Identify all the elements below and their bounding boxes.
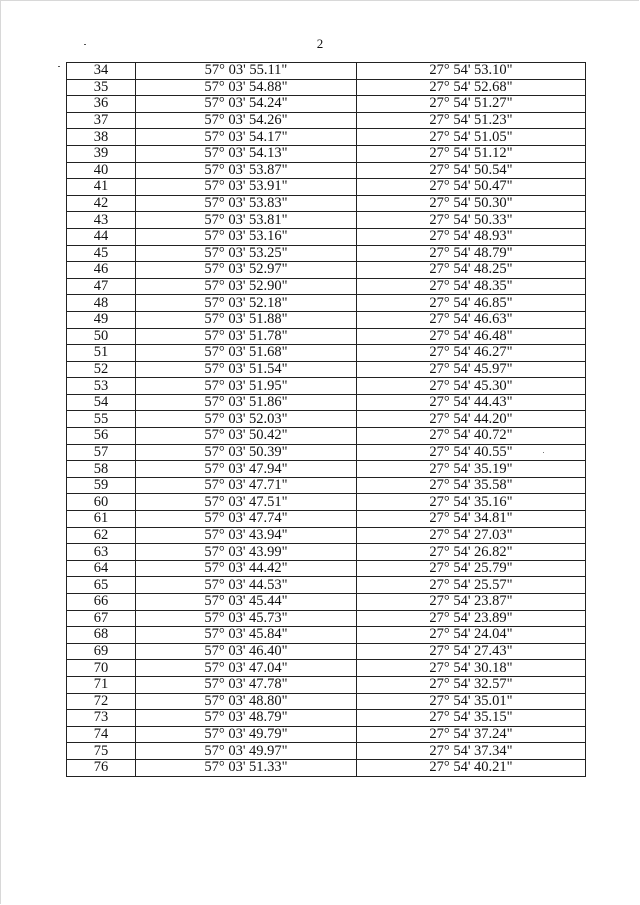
point-number-cell: 39 bbox=[67, 145, 136, 162]
latitude-cell: 57° 03' 50.39" bbox=[136, 444, 357, 461]
table-row bbox=[67, 577, 586, 594]
latitude-cell: 57° 03' 51.86" bbox=[136, 394, 357, 411]
point-number-cell: 62 bbox=[67, 527, 136, 544]
table-row bbox=[67, 660, 586, 677]
point-number-cell: 54 bbox=[67, 394, 136, 411]
longitude-cell: 27° 54' 25.57" bbox=[357, 577, 586, 594]
table-row bbox=[67, 195, 586, 212]
longitude-cell: 27° 54' 50.30" bbox=[357, 195, 586, 212]
longitude-cell: 27° 54' 51.05" bbox=[357, 129, 586, 146]
table-row bbox=[67, 494, 586, 511]
latitude-cell: 57° 03' 52.18" bbox=[136, 295, 357, 312]
longitude-cell: 27° 54' 50.33" bbox=[357, 212, 586, 229]
point-number-cell: 64 bbox=[67, 560, 136, 577]
point-number-cell: 63 bbox=[67, 544, 136, 561]
latitude-cell: 57° 03' 47.78" bbox=[136, 676, 357, 693]
latitude-cell: 57° 03' 46.40" bbox=[136, 643, 357, 660]
table-row bbox=[67, 394, 586, 411]
table-row bbox=[67, 63, 586, 80]
longitude-cell: 27° 54' 46.85" bbox=[357, 295, 586, 312]
latitude-cell: 57° 03' 44.53" bbox=[136, 577, 357, 594]
latitude-cell: 57° 03' 51.78" bbox=[136, 328, 357, 345]
longitude-cell: 27° 54' 51.12" bbox=[357, 145, 586, 162]
point-number-cell: 44 bbox=[67, 228, 136, 245]
table-row bbox=[67, 544, 586, 561]
point-number-cell: 41 bbox=[67, 179, 136, 196]
latitude-cell: 57° 03' 54.26" bbox=[136, 112, 357, 129]
point-number-cell: 76 bbox=[67, 759, 136, 776]
table-row bbox=[67, 643, 586, 660]
point-number-cell: 72 bbox=[67, 693, 136, 710]
longitude-cell: 27° 54' 23.89" bbox=[357, 610, 586, 627]
point-number-cell: 55 bbox=[67, 411, 136, 428]
table-row bbox=[67, 511, 586, 528]
table-row bbox=[67, 610, 586, 627]
point-number-cell: 74 bbox=[67, 726, 136, 743]
table-row bbox=[67, 345, 586, 362]
table-row bbox=[67, 527, 586, 544]
point-number-cell: 69 bbox=[67, 643, 136, 660]
table-row bbox=[67, 477, 586, 494]
longitude-cell: 27° 54' 40.72" bbox=[357, 428, 586, 445]
table-row bbox=[67, 112, 586, 129]
point-number-cell: 67 bbox=[67, 610, 136, 627]
latitude-cell: 57° 03' 51.54" bbox=[136, 361, 357, 378]
point-number-cell: 73 bbox=[67, 710, 136, 727]
longitude-cell: 27° 54' 48.79" bbox=[357, 245, 586, 262]
latitude-cell: 57° 03' 47.71" bbox=[136, 477, 357, 494]
latitude-cell: 57° 03' 45.84" bbox=[136, 627, 357, 644]
point-number-cell: 65 bbox=[67, 577, 136, 594]
longitude-cell: 27° 54' 40.21" bbox=[357, 759, 586, 776]
longitude-cell: 27° 54' 48.25" bbox=[357, 262, 586, 279]
longitude-cell: 27° 54' 44.20" bbox=[357, 411, 586, 428]
table-row bbox=[67, 79, 586, 96]
latitude-cell: 57° 03' 54.13" bbox=[136, 145, 357, 162]
longitude-cell: 27° 54' 34.81" bbox=[357, 511, 586, 528]
longitude-cell: 27° 54' 27.43" bbox=[357, 643, 586, 660]
point-number-cell: 46 bbox=[67, 262, 136, 279]
latitude-cell: 57° 03' 52.03" bbox=[136, 411, 357, 428]
table-row bbox=[67, 212, 586, 229]
latitude-cell: 57° 03' 43.99" bbox=[136, 544, 357, 561]
table-row bbox=[67, 594, 586, 611]
point-number-cell: 36 bbox=[67, 96, 136, 113]
point-number-cell: 47 bbox=[67, 278, 136, 295]
point-number-cell: 75 bbox=[67, 743, 136, 760]
longitude-cell: 27° 54' 46.48" bbox=[357, 328, 586, 345]
latitude-cell: 57° 03' 53.16" bbox=[136, 228, 357, 245]
longitude-cell: 27° 54' 35.01" bbox=[357, 693, 586, 710]
longitude-cell: 27° 54' 35.58" bbox=[357, 477, 586, 494]
longitude-cell: 27° 54' 48.35" bbox=[357, 278, 586, 295]
table-row bbox=[67, 428, 586, 445]
table-row bbox=[67, 129, 586, 146]
point-number-cell: 71 bbox=[67, 676, 136, 693]
table-row bbox=[67, 179, 586, 196]
point-number-cell: 37 bbox=[67, 112, 136, 129]
point-number-cell: 57 bbox=[67, 444, 136, 461]
longitude-cell: 27° 54' 51.27" bbox=[357, 96, 586, 113]
latitude-cell: 57° 03' 53.81" bbox=[136, 212, 357, 229]
latitude-cell: 57° 03' 53.87" bbox=[136, 162, 357, 179]
latitude-cell: 57° 03' 53.91" bbox=[136, 179, 357, 196]
point-number-cell: 58 bbox=[67, 461, 136, 478]
latitude-cell: 57° 03' 49.97" bbox=[136, 743, 357, 760]
latitude-cell: 57° 03' 45.44" bbox=[136, 594, 357, 611]
latitude-cell: 57° 03' 54.17" bbox=[136, 129, 357, 146]
longitude-cell: 27° 54' 46.63" bbox=[357, 311, 586, 328]
longitude-cell: 27° 54' 37.24" bbox=[357, 726, 586, 743]
longitude-cell: 27° 54' 50.54" bbox=[357, 162, 586, 179]
point-number-cell: 50 bbox=[67, 328, 136, 345]
point-number-cell: 68 bbox=[67, 627, 136, 644]
table-row bbox=[67, 560, 586, 577]
point-number-cell: 56 bbox=[67, 428, 136, 445]
latitude-cell: 57° 03' 53.83" bbox=[136, 195, 357, 212]
latitude-cell: 57° 03' 51.33" bbox=[136, 759, 357, 776]
table-row bbox=[67, 278, 586, 295]
latitude-cell: 57° 03' 45.73" bbox=[136, 610, 357, 627]
table-row bbox=[67, 361, 586, 378]
table-row bbox=[67, 162, 586, 179]
longitude-cell: 27° 54' 27.03" bbox=[357, 527, 586, 544]
point-number-cell: 70 bbox=[67, 660, 136, 677]
longitude-cell: 27° 54' 24.04" bbox=[357, 627, 586, 644]
latitude-cell: 57° 03' 47.51" bbox=[136, 494, 357, 511]
longitude-cell: 27° 54' 35.15" bbox=[357, 710, 586, 727]
longitude-cell: 27° 54' 23.87" bbox=[357, 594, 586, 611]
longitude-cell: 27° 54' 52.68" bbox=[357, 79, 586, 96]
table-row bbox=[67, 759, 586, 776]
point-number-cell: 52 bbox=[67, 361, 136, 378]
table-row bbox=[67, 311, 586, 328]
point-number-cell: 34 bbox=[67, 63, 136, 80]
table-row bbox=[67, 228, 586, 245]
point-number-cell: 60 bbox=[67, 494, 136, 511]
latitude-cell: 57° 03' 54.24" bbox=[136, 96, 357, 113]
latitude-cell: 57° 03' 52.97" bbox=[136, 262, 357, 279]
coordinates-table-body bbox=[67, 63, 586, 777]
table-row bbox=[67, 328, 586, 345]
table-row bbox=[67, 295, 586, 312]
longitude-cell: 27° 54' 50.47" bbox=[357, 179, 586, 196]
latitude-cell: 57° 03' 51.88" bbox=[136, 311, 357, 328]
point-number-cell: 49 bbox=[67, 311, 136, 328]
latitude-cell: 57° 03' 51.95" bbox=[136, 378, 357, 395]
point-number-cell: 35 bbox=[67, 79, 136, 96]
longitude-cell: 27° 54' 30.18" bbox=[357, 660, 586, 677]
longitude-cell: 27° 54' 46.27" bbox=[357, 345, 586, 362]
coordinates-table bbox=[66, 62, 586, 777]
table-row bbox=[67, 245, 586, 262]
longitude-cell: 27° 54' 32.57" bbox=[357, 676, 586, 693]
longitude-cell: 27° 54' 53.10" bbox=[357, 63, 586, 80]
latitude-cell: 57° 03' 48.80" bbox=[136, 693, 357, 710]
scan-speck bbox=[58, 66, 60, 67]
latitude-cell: 57° 03' 43.94" bbox=[136, 527, 357, 544]
longitude-cell: 27° 54' 51.23" bbox=[357, 112, 586, 129]
point-number-cell: 43 bbox=[67, 212, 136, 229]
table-row bbox=[67, 693, 586, 710]
table-row bbox=[67, 444, 586, 461]
table-row bbox=[67, 96, 586, 113]
latitude-cell: 57° 03' 47.04" bbox=[136, 660, 357, 677]
latitude-cell: 57° 03' 48.79" bbox=[136, 710, 357, 727]
table-row bbox=[67, 411, 586, 428]
table-row bbox=[67, 743, 586, 760]
latitude-cell: 57° 03' 55.11" bbox=[136, 63, 357, 80]
longitude-cell: 27° 54' 35.19" bbox=[357, 461, 586, 478]
table-row bbox=[67, 726, 586, 743]
point-number-cell: 53 bbox=[67, 378, 136, 395]
point-number-cell: 59 bbox=[67, 477, 136, 494]
point-number-cell: 42 bbox=[67, 195, 136, 212]
latitude-cell: 57° 03' 52.90" bbox=[136, 278, 357, 295]
longitude-cell: 27° 54' 35.16" bbox=[357, 494, 586, 511]
longitude-cell: 27° 54' 48.93" bbox=[357, 228, 586, 245]
latitude-cell: 57° 03' 50.42" bbox=[136, 428, 357, 445]
table-row bbox=[67, 378, 586, 395]
longitude-cell: 27° 54' 40.55" bbox=[357, 444, 586, 461]
point-number-cell: 66 bbox=[67, 594, 136, 611]
table-row bbox=[67, 627, 586, 644]
table-row bbox=[67, 145, 586, 162]
table-row bbox=[67, 461, 586, 478]
point-number-cell: 61 bbox=[67, 511, 136, 528]
latitude-cell: 57° 03' 54.88" bbox=[136, 79, 357, 96]
latitude-cell: 57° 03' 53.25" bbox=[136, 245, 357, 262]
table-row bbox=[67, 676, 586, 693]
longitude-cell: 27° 54' 44.43" bbox=[357, 394, 586, 411]
latitude-cell: 57° 03' 47.94" bbox=[136, 461, 357, 478]
longitude-cell: 27° 54' 37.34" bbox=[357, 743, 586, 760]
latitude-cell: 57° 03' 44.42" bbox=[136, 560, 357, 577]
longitude-cell: 27° 54' 25.79" bbox=[357, 560, 586, 577]
longitude-cell: 27° 54' 45.30" bbox=[357, 378, 586, 395]
point-number-cell: 45 bbox=[67, 245, 136, 262]
longitude-cell: 27° 54' 26.82" bbox=[357, 544, 586, 561]
latitude-cell: 57° 03' 47.74" bbox=[136, 511, 357, 528]
longitude-cell: 27° 54' 45.97" bbox=[357, 361, 586, 378]
point-number-cell: 40 bbox=[67, 162, 136, 179]
table-row bbox=[67, 710, 586, 727]
point-number-cell: 48 bbox=[67, 295, 136, 312]
table-row bbox=[67, 262, 586, 279]
latitude-cell: 57° 03' 49.79" bbox=[136, 726, 357, 743]
point-number-cell: 38 bbox=[67, 129, 136, 146]
point-number-cell: 51 bbox=[67, 345, 136, 362]
latitude-cell: 57° 03' 51.68" bbox=[136, 345, 357, 362]
page-number: 2 bbox=[316, 36, 324, 51]
